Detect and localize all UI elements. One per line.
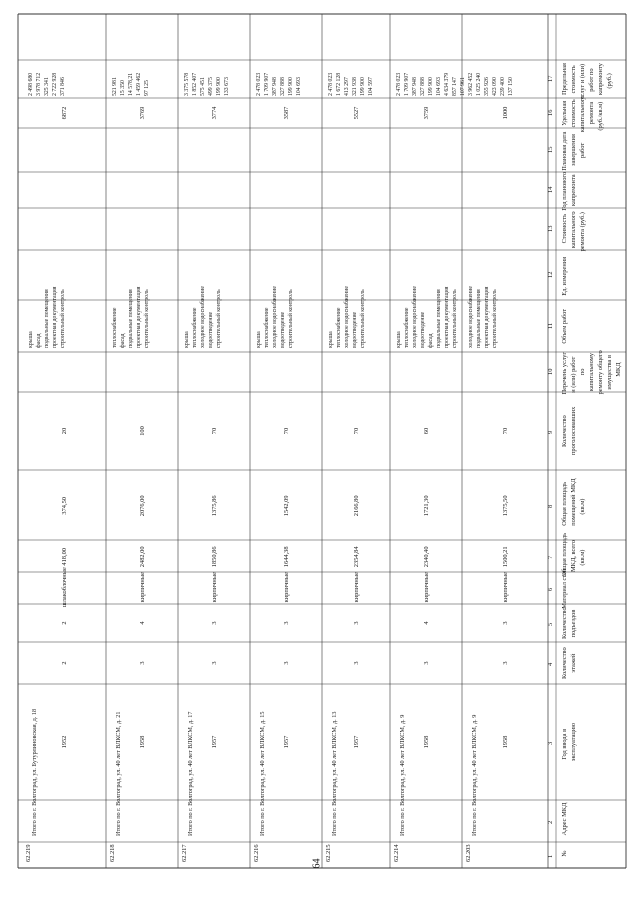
header-cell-text: Год ввода в: [561, 728, 568, 760]
header-cell-text: по: [579, 368, 586, 376]
area-rooms: 1375,86: [211, 495, 218, 517]
cost-value: 387 948: [412, 77, 418, 96]
header-cell-text: капремонту: [597, 63, 604, 95]
cost-value: 104 597: [368, 77, 374, 96]
header-cell-text: МКД: [615, 362, 622, 377]
cost-value: 1 709 907: [264, 72, 270, 96]
address-text: Итого по г. Волгоград, ул. 40 лет ВЛКСМ, д. 15: [259, 711, 266, 836]
row-number: 62.217: [181, 844, 188, 862]
column-number: 6: [547, 587, 554, 591]
work-item: строительный контроль: [452, 289, 458, 348]
column-number: 12: [547, 271, 554, 278]
page-number: 64: [311, 858, 323, 869]
work-item: крыша: [328, 331, 334, 348]
wall-material: кирпичные: [423, 572, 430, 603]
header-cell-text: и (или) работ: [570, 356, 577, 393]
cost-value: 104 693: [296, 77, 302, 96]
header-cell-text: (кв.м): [579, 498, 586, 515]
cost-value: 2 478 023: [256, 72, 262, 96]
votes-count: 60: [423, 427, 430, 435]
work-item: водоотведение: [208, 311, 214, 348]
floors-count: 3: [502, 661, 509, 665]
work-item: строительный контроль: [144, 289, 150, 348]
header-cell-text: услуг и (или): [579, 63, 586, 100]
entrances-count: 3: [211, 621, 218, 625]
work-item: проектная документация: [484, 286, 490, 348]
row-number: 62.214: [393, 844, 400, 862]
work-item: строительный контроль: [60, 289, 66, 348]
area-total: 2482,00: [139, 546, 146, 568]
year-built: 1957: [353, 735, 360, 749]
address-text: Итого по г. Волгоград, ул. 40 лет ВЛКСМ, д. 17: [187, 711, 194, 836]
column-number: 9: [547, 430, 554, 434]
cost-value: 1 025 240: [476, 72, 482, 96]
header-cell-text: работ по: [588, 68, 595, 92]
work-item: теплоснабжение: [336, 307, 342, 348]
unit-cost: 3769: [139, 106, 146, 120]
work-item: проектная документация: [444, 286, 450, 348]
wall-material: кирпичные: [211, 572, 218, 603]
year-built: 1957: [283, 735, 290, 749]
wall-material: шлакоблочные: [61, 567, 68, 608]
cost-value: 4 634 379: [444, 72, 450, 96]
area-total: 2340,40: [423, 546, 430, 568]
header-cell-text: Год планового: [561, 171, 568, 211]
cost-value: 413 297: [344, 77, 350, 96]
header-cell-text: капитальному: [588, 352, 595, 392]
cost-value: 857 147: [452, 77, 458, 96]
cost-value: 1 459 462: [136, 72, 142, 96]
work-item: крыша: [184, 331, 190, 348]
cost-value: 321 938: [352, 77, 358, 96]
cost-value: 199 900: [288, 77, 294, 96]
work-item: крыша: [396, 331, 402, 348]
cost-value: 3 978 712: [36, 72, 42, 96]
header-cell-text: капремонта: [570, 174, 577, 206]
cost-value: 499 375: [208, 77, 214, 96]
column-number: 16: [547, 109, 554, 116]
wall-material: кирпичные: [283, 572, 290, 603]
header-cell-text: Адрес МКД: [561, 802, 568, 836]
cost-value: 137 150: [508, 77, 514, 96]
entrances-count: 4: [423, 621, 430, 625]
row-number: 62.218: [109, 844, 116, 862]
header-cell-text: Материал стен: [561, 568, 568, 609]
work-item: крыша: [28, 331, 34, 348]
header-cell-text: имущества в: [606, 355, 613, 390]
cost-value: 575 451: [200, 77, 206, 96]
work-item: теплоснабжение: [264, 307, 270, 348]
work-item: теплоснабжение: [192, 307, 198, 348]
area-total: 2354,84: [353, 546, 360, 568]
column-number: 17: [547, 75, 554, 82]
work-item: холодное водоснабжение: [412, 286, 418, 348]
cost-value: 107 961: [460, 77, 466, 96]
column-number: 2: [547, 820, 554, 824]
work-item: проектная документация: [52, 286, 58, 348]
column-number: 4: [547, 662, 554, 666]
area-rooms: 1375,50: [502, 495, 509, 517]
work-item: строительный контроль: [288, 289, 294, 348]
wall-material: кирпичные: [139, 572, 146, 603]
work-item: фасад: [120, 333, 126, 348]
cost-value: 14 578,21: [128, 72, 134, 96]
work-item: холодное водоснабжение: [344, 286, 350, 348]
column-number: 1: [547, 854, 554, 858]
votes-count: 20: [61, 427, 68, 435]
column-number: 8: [547, 504, 554, 508]
cost-value: 104 693: [436, 77, 442, 96]
cost-value: 423 090: [492, 77, 498, 96]
votes-count: 70: [353, 427, 360, 435]
work-item: проектная документация: [136, 286, 142, 348]
header-cell-text: Количество: [561, 647, 568, 679]
year-built: 1952: [61, 735, 68, 749]
floors-count: 3: [353, 661, 360, 665]
cost-value: 199 900: [216, 77, 222, 96]
year-built: 1957: [211, 735, 218, 749]
unit-cost: 1000: [502, 106, 509, 120]
cost-value: 97 125: [144, 80, 150, 96]
entrances-count: 3: [353, 621, 360, 625]
column-number: 14: [547, 186, 554, 193]
cost-value: 327 888: [420, 77, 426, 96]
header-cell-text: капитального: [570, 211, 577, 249]
unit-cost: 6872: [61, 106, 68, 120]
entrances-count: 2: [61, 621, 68, 625]
entrances-count: 3: [283, 621, 290, 625]
header-cell-text: Общая площадь: [561, 532, 568, 577]
votes-count: 70: [502, 427, 509, 435]
header-cell-text: Перечень услуг: [561, 352, 568, 395]
floors-count: 2: [61, 661, 68, 665]
work-item: строительный контроль: [492, 289, 498, 348]
column-number: 5: [547, 622, 554, 626]
address-text: Итого по г. Волгоград, ул. 40 лет ВЛКСМ, д. 21: [115, 711, 122, 836]
work-item: холодное водоснабжение: [468, 286, 474, 348]
row-number: 62.219: [25, 844, 32, 862]
area-rooms: 1721,30: [423, 495, 430, 517]
header-cell-text: Общая площадь: [561, 481, 568, 526]
cost-value: 387 948: [272, 77, 278, 96]
cost-value: 15 350: [120, 80, 126, 96]
cost-value: 325 341: [44, 77, 50, 96]
address-text: Итого по г. Волгоград, ул. Бутурлиновская, д. 18: [31, 708, 38, 836]
header-cell-text: этажей: [570, 653, 577, 673]
work-item: холодное водоснабжение: [272, 286, 278, 348]
work-item: подвальные помещения: [476, 289, 482, 348]
cost-value: 1 852 407: [192, 72, 198, 96]
column-number: 10: [547, 368, 554, 375]
floors-count: 3: [139, 661, 146, 665]
area-total: 418,00: [61, 548, 68, 566]
header-cell-text: завершения: [570, 134, 577, 166]
cost-value: 3 962 452: [468, 72, 474, 96]
header-cell-text: (руб./кв.м): [597, 101, 604, 131]
cost-value: 239 400: [500, 77, 506, 96]
header-cell-text: (руб.): [606, 73, 613, 89]
address-text: Итого по г. Волгоград, ул. 40 лет ВЛКСМ, д. 9: [471, 714, 478, 836]
cost-value: 199 900: [428, 77, 434, 96]
unit-cost: 5527: [353, 106, 360, 120]
cost-value: 199 900: [360, 77, 366, 96]
header-cell-text: проголосовавших: [570, 406, 577, 455]
header-cell-text: работ: [579, 142, 586, 158]
cost-value: 355 926: [484, 77, 490, 96]
area-total: 1850,86: [211, 546, 218, 568]
votes-count: 70: [283, 427, 290, 435]
cost-value: 2 478 023: [328, 72, 334, 96]
header-cell-text: эксплуатацию: [570, 722, 577, 762]
work-item: подвальные помещения: [436, 289, 442, 348]
unit-cost: 3587: [283, 106, 290, 120]
column-number: 13: [547, 225, 554, 232]
area-rooms: 1542,09: [283, 495, 290, 517]
header-cell-text: Объем работ: [561, 308, 568, 344]
area-total: 1500,21: [502, 546, 509, 568]
header-cell-text: №: [561, 850, 568, 857]
year-built: 1958: [502, 735, 509, 749]
row-number: 62.216: [253, 844, 260, 862]
work-item: водоотведение: [352, 311, 358, 348]
work-item: подвальные помещения: [128, 289, 134, 348]
floors-count: 3: [423, 661, 430, 665]
work-item: теплоснабжение: [404, 307, 410, 348]
work-item: строительный контроль: [216, 289, 222, 348]
year-built: 1958: [139, 735, 146, 749]
work-item: холодное водоснабжение: [200, 286, 206, 348]
area-total: 1644,38: [283, 546, 290, 568]
unit-cost: 3759: [423, 106, 430, 120]
unit-cost: 3774: [211, 106, 218, 120]
header-cell-text: ремонта (руб.): [579, 212, 586, 252]
work-item: водоотведение: [420, 311, 426, 348]
header-cell-text: Количество: [561, 415, 568, 447]
work-item: фасад: [428, 333, 434, 348]
row-number: 62.215: [325, 844, 332, 862]
header-cell-text: стоимость: [570, 99, 577, 128]
header-cell-text: Предельная: [561, 63, 568, 95]
header-cell-text: МКД, всего: [570, 540, 577, 572]
work-item: фасад: [36, 333, 42, 348]
cost-value: 2 722 928: [52, 72, 58, 96]
entrances-count: 4: [139, 621, 146, 625]
cost-value: 521 981: [112, 77, 118, 96]
work-item: водоотведение: [280, 311, 286, 348]
header-cell-text: Количество: [561, 607, 568, 639]
header-cell-text: помещений МКД: [570, 478, 577, 526]
area-rooms: 2166,80: [353, 495, 360, 517]
column-number: 3: [547, 741, 554, 745]
votes-count: 70: [211, 427, 218, 435]
cost-value: 1 709 907: [404, 72, 410, 96]
wall-material: кирпичные: [353, 572, 360, 603]
cost-value: 3 375 578: [184, 72, 190, 96]
votes-count: 100: [139, 426, 146, 436]
wall-material: кирпичные: [502, 572, 509, 603]
cost-value: 327 888: [280, 77, 286, 96]
header-cell-text: Ед. измерения: [561, 256, 568, 296]
header-cell-text: капитального: [579, 95, 586, 133]
work-item: теплоснабжение: [112, 307, 118, 348]
header-cell-text: стоимость: [570, 65, 577, 94]
column-number: 15: [547, 146, 554, 153]
work-item: подвальные помещения: [44, 289, 50, 348]
cost-value: 133 673: [224, 77, 230, 96]
entrances-count: 3: [502, 621, 509, 625]
year-built: 1958: [423, 735, 430, 749]
work-item: крыша: [256, 331, 262, 348]
header-cell-text: Удельная: [561, 100, 568, 126]
header-cell-text: (кв.м): [579, 549, 586, 566]
header-cell-text: Плановая дата: [561, 131, 568, 171]
row-number: 62.203: [465, 844, 472, 862]
header-cell-text: ремонта: [588, 101, 595, 125]
header-cell-text: подъездов: [570, 609, 577, 638]
floors-count: 3: [211, 661, 218, 665]
column-number: 7: [547, 555, 554, 559]
cost-value: 2 478 023: [396, 72, 402, 96]
floors-count: 3: [283, 661, 290, 665]
column-number: 11: [547, 322, 554, 329]
area-rooms: 374,50: [61, 497, 68, 515]
cost-value: 371 846: [60, 77, 66, 96]
header-cell-text: Стоимость: [561, 213, 568, 244]
address-text: Итого по г. Волгоград, ул. 40 лет ВЛКСМ, д. 9: [399, 714, 406, 836]
cost-value: 2 498 680: [28, 72, 34, 96]
work-item: строительный контроль: [360, 289, 366, 348]
address-text: Итого по г. Волгоград, ул. 40 лет ВЛКСМ, д. 13: [331, 711, 338, 836]
cost-value: 1 672 128: [336, 72, 342, 96]
area-rooms: 2076,00: [139, 495, 146, 517]
header-cell-text: ремонту общего: [597, 350, 604, 395]
